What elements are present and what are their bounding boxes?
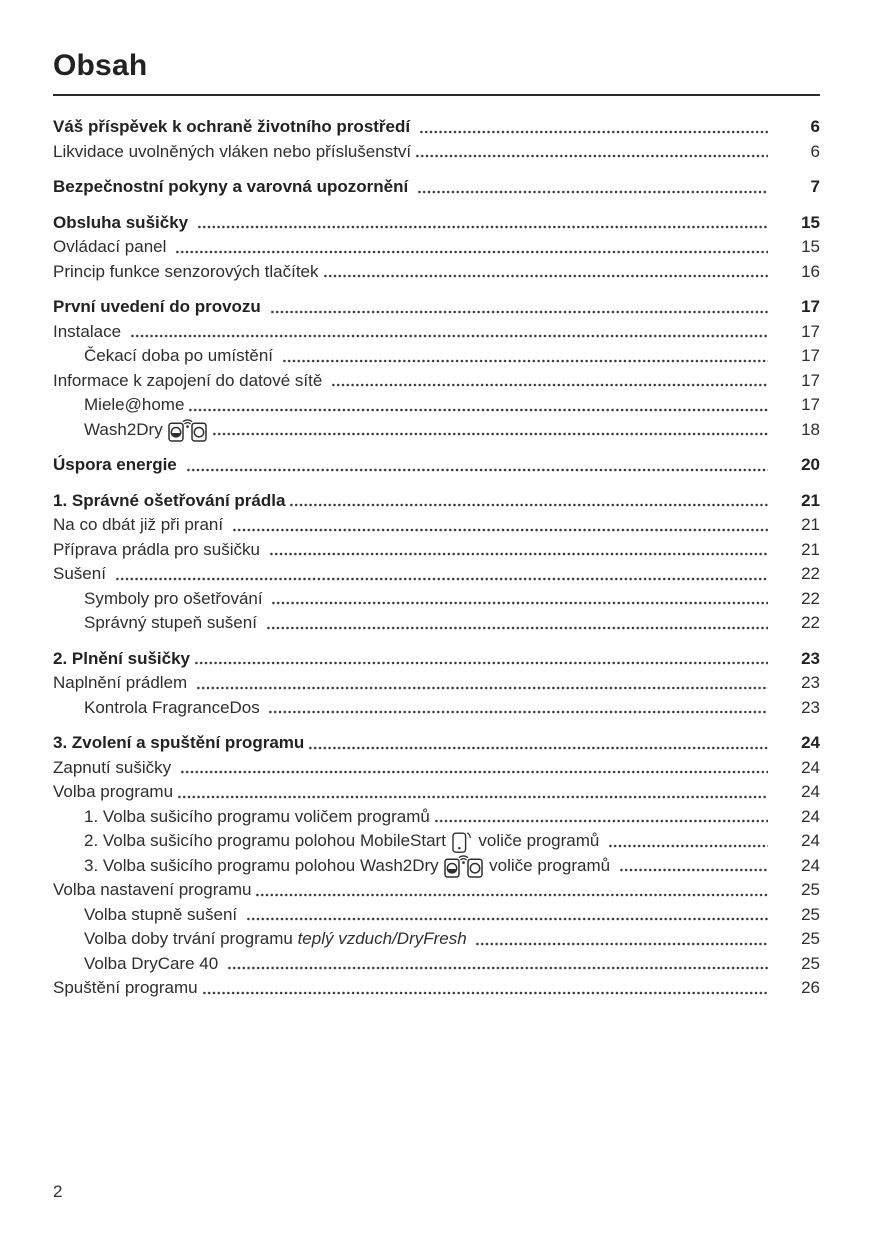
toc-row: [53, 140, 820, 165]
toc-leader-dots: [175, 250, 768, 254]
toc-entry-label: [53, 733, 304, 753]
toc-row: [53, 513, 820, 538]
toc-row: [53, 611, 820, 636]
toc-entry-label: [53, 177, 413, 197]
toc-leader-dots: [289, 503, 768, 507]
toc-page-number: 17: [801, 297, 820, 317]
toc-page-number: 23: [801, 673, 820, 693]
toc-page-number: 24: [801, 757, 820, 777]
footer-page-number: 2: [53, 1182, 63, 1201]
toc-leader-dots: [130, 334, 768, 338]
toc-entry-label: [53, 880, 251, 900]
toc-row: [53, 756, 820, 781]
toc-page-number: 23: [801, 697, 820, 717]
toc-entry-label: [53, 322, 126, 342]
toc-page-number: 24: [801, 733, 820, 753]
toc-row: [53, 489, 820, 514]
toc-entry-label: [53, 698, 264, 718]
toc-label-text-segment: 1. Správné ošetřování prádla: [53, 490, 286, 510]
toc-label-text-segment: Naplnění prádlem: [53, 673, 192, 693]
toc-entry-label: [53, 262, 319, 282]
toc-leader-dots: [246, 917, 768, 921]
toc-label-text-segment: Ovládací panel: [53, 237, 172, 257]
toc-leader-dots: [608, 844, 768, 848]
toc-label-text-segment: Wash2Dry: [84, 419, 168, 439]
toc-page-number: 22: [801, 564, 820, 584]
toc-label-text-segment: Princip funkce senzorových tlačítek: [53, 261, 319, 281]
toc-row: [53, 235, 820, 260]
toc-entry-label: [53, 564, 111, 584]
toc-label-text-segment: Kontrola FragranceDos: [84, 697, 265, 717]
toc-page-number: 25: [801, 904, 820, 924]
toc-row: [53, 696, 820, 721]
toc-leader-dots: [308, 746, 768, 750]
toc-row: [53, 211, 820, 236]
toc-entry-label: [53, 782, 173, 802]
toc-page-number: 17: [801, 370, 820, 390]
toc-label-text-segment: Volba DryCare 40: [84, 953, 223, 973]
toc-label-text-segment: První uvedení do provozu: [53, 297, 266, 317]
toc-page-number: 18: [801, 419, 820, 439]
toc-page-number: 17: [801, 395, 820, 415]
toc-entry-label: [53, 978, 198, 998]
toc-leader-dots: [186, 468, 769, 472]
toc-page-number: 6: [810, 117, 820, 137]
toc-entry-label: [53, 929, 471, 949]
toc-row: [53, 538, 820, 563]
toc-entry-label: [53, 758, 176, 778]
toc-page-number: 15: [801, 237, 820, 257]
toc-leader-dots: [419, 130, 768, 134]
toc-page-number: 25: [801, 880, 820, 900]
toc-leader-dots: [270, 310, 768, 314]
toc-page-number: 24: [801, 831, 820, 851]
toc-label-text-segment: Bezpečnostní pokyny a varovná upozornění: [53, 177, 413, 197]
toc-page-number: 15: [801, 212, 820, 232]
toc-entry-label: [53, 346, 278, 366]
toc-entry-label: [53, 589, 267, 609]
toc-leader-dots: [266, 626, 768, 630]
toc-label-text-segment: Symboly pro ošetřování: [84, 588, 268, 608]
toc-row: [53, 927, 820, 952]
toc-label-text-segment: [467, 929, 472, 949]
toc-row: [53, 562, 820, 587]
toc-leader-dots: [115, 577, 768, 581]
toc-label-text-segment: Na co dbát již při praní: [53, 515, 228, 535]
toc-row: [53, 587, 820, 612]
toc-entry-label: [53, 455, 182, 475]
toc-page-number: 21: [801, 539, 820, 559]
toc-entry-label: [53, 829, 604, 854]
toc-page-number: 6: [810, 141, 820, 161]
toc-row: [53, 369, 820, 394]
toc-row: [53, 320, 820, 345]
toc-page-number: 20: [801, 455, 820, 475]
toc-leader-dots: [417, 190, 768, 194]
toc-entry-label: [53, 854, 615, 878]
toc-label-text-segment: Volba programu: [53, 782, 174, 802]
toc-leader-dots: [194, 661, 768, 665]
toc-leader-dots: [268, 710, 768, 714]
toc-label-text-segment: voliče programů: [473, 831, 605, 851]
toc-label-text-segment: Miele@home: [84, 395, 185, 415]
toc-row: [53, 854, 820, 879]
toc-leader-dots: [212, 432, 768, 436]
toc-leader-dots: [177, 795, 768, 799]
toc-row: [53, 453, 820, 478]
toc-leader-dots: [232, 528, 768, 532]
toc-leader-dots: [227, 966, 768, 970]
toc-page-number: 24: [801, 806, 820, 826]
toc-row: [53, 115, 820, 140]
toc-page-number: 24: [801, 782, 820, 802]
toc-label-text-segment: Instalace: [53, 321, 126, 341]
toc-label-text-segment: Zapnutí sušičky: [53, 757, 176, 777]
mobilestart-icon: [452, 829, 473, 854]
table-of-contents: [53, 115, 820, 1001]
toc-entry-label: [53, 673, 192, 693]
toc-entry-label: [53, 213, 193, 233]
toc-label-text-segment: Správný stupeň sušení: [84, 613, 262, 633]
toc-label-text-segment: Spuštění programu: [53, 978, 198, 998]
toc-page-number: 25: [801, 953, 820, 973]
toc-row: [53, 647, 820, 672]
toc-label-text-segment: 2. Volba sušicího programu polohou MobileStart: [84, 831, 451, 851]
toc-leader-dots: [202, 991, 768, 995]
toc-label-text-segment: Úspora energie: [53, 455, 182, 475]
toc-page-number: 26: [801, 978, 820, 998]
toc-label-italic-segment: teplý vzduch/DryFresh: [297, 929, 467, 949]
toc-leader-dots: [269, 552, 768, 556]
toc-page-number: 23: [801, 648, 820, 668]
toc-row: [53, 418, 820, 443]
toc-row: [53, 671, 820, 696]
wash2dry-icon: [168, 418, 207, 442]
toc-row: [53, 805, 820, 830]
toc-leader-dots: [180, 770, 768, 774]
toc-label-text-segment: 2. Plnění sušičky: [53, 648, 191, 668]
toc-entry-label: [53, 515, 228, 535]
toc-label-text-segment: Příprava prádla pro sušičku: [53, 539, 265, 559]
toc-label-text-segment: Volba doby trvání programu: [84, 929, 298, 949]
toc-entry-label: [53, 649, 190, 669]
toc-entry-label: [53, 807, 430, 827]
toc-leader-dots: [188, 408, 768, 412]
toc-leader-dots: [271, 601, 768, 605]
toc-label-text-segment: Sušení: [53, 564, 111, 584]
toc-row: [53, 976, 820, 1001]
toc-label-text-segment: Likvidace uvolněných vláken nebo příslušenství: [53, 141, 412, 161]
toc-label-text-segment: 1. Volba sušicího programu voličem programů: [84, 806, 430, 826]
toc-entry-label: [53, 491, 285, 511]
toc-row: [53, 344, 820, 369]
toc-leader-dots: [619, 868, 768, 872]
toc-page-number: 17: [801, 346, 820, 366]
toc-entry-label: [53, 613, 262, 633]
toc-label-text-segment: Čekací doba po umístění: [84, 346, 278, 366]
toc-row: [53, 878, 820, 903]
toc-entry-label: [53, 117, 415, 137]
toc-label-text-segment: Váš příspěvek k ochraně životního prostředí: [53, 117, 415, 137]
toc-label-text-segment: Volba nastavení programu: [53, 880, 252, 900]
toc-page-number: 17: [801, 321, 820, 341]
toc-leader-dots: [434, 819, 768, 823]
toc-entry-label: [53, 905, 242, 925]
toc-page-number: 16: [801, 261, 820, 281]
toc-leader-dots: [475, 942, 768, 946]
toc-leader-dots: [331, 383, 768, 387]
toc-entry-label: [53, 237, 171, 257]
toc-row: [53, 260, 820, 285]
toc-entry-label: [53, 418, 208, 442]
toc-leader-dots: [197, 225, 768, 229]
wash2dry-icon: [444, 854, 483, 878]
toc-page-number: 25: [801, 929, 820, 949]
toc-label-text-segment: Obsluha sušičky: [53, 212, 193, 232]
toc-row: [53, 731, 820, 756]
toc-label-text-segment: 3. Zvolení a spuštění programu: [53, 733, 305, 753]
toc-leader-dots: [196, 686, 768, 690]
toc-entry-label: [53, 371, 327, 391]
toc-page-number: 22: [801, 613, 820, 633]
toc-row: [53, 829, 820, 854]
toc-row: [53, 903, 820, 928]
toc-leader-dots: [323, 274, 768, 278]
toc-entry-label: [53, 954, 223, 974]
toc-label-text-segment: voliče programů: [484, 855, 615, 875]
toc-page-number: 21: [801, 490, 820, 510]
toc-label-text-segment: Volba stupně sušení: [84, 904, 242, 924]
toc-row: [53, 175, 820, 200]
toc-label-text-segment: 3. Volba sušicího programu polohou Wash2Dry: [84, 855, 444, 875]
toc-row: [53, 780, 820, 805]
toc-page-number: 24: [801, 855, 820, 875]
toc-entry-label: [53, 297, 266, 317]
toc-page-number: 22: [801, 588, 820, 608]
toc-entry-label: [53, 395, 184, 415]
toc-entry-label: [53, 540, 265, 560]
toc-entry-label: [53, 142, 411, 162]
page-title: Obsah: [53, 48, 820, 96]
toc-leader-dots: [255, 893, 768, 897]
toc-row: [53, 952, 820, 977]
toc-page-number: 7: [810, 177, 820, 197]
toc-leader-dots: [415, 154, 768, 158]
toc-page-number: 21: [801, 515, 820, 535]
toc-row: [53, 295, 820, 320]
toc-row: [53, 393, 820, 418]
toc-leader-dots: [282, 359, 768, 363]
toc-label-text-segment: Informace k zapojení do datové sítě: [53, 370, 328, 390]
